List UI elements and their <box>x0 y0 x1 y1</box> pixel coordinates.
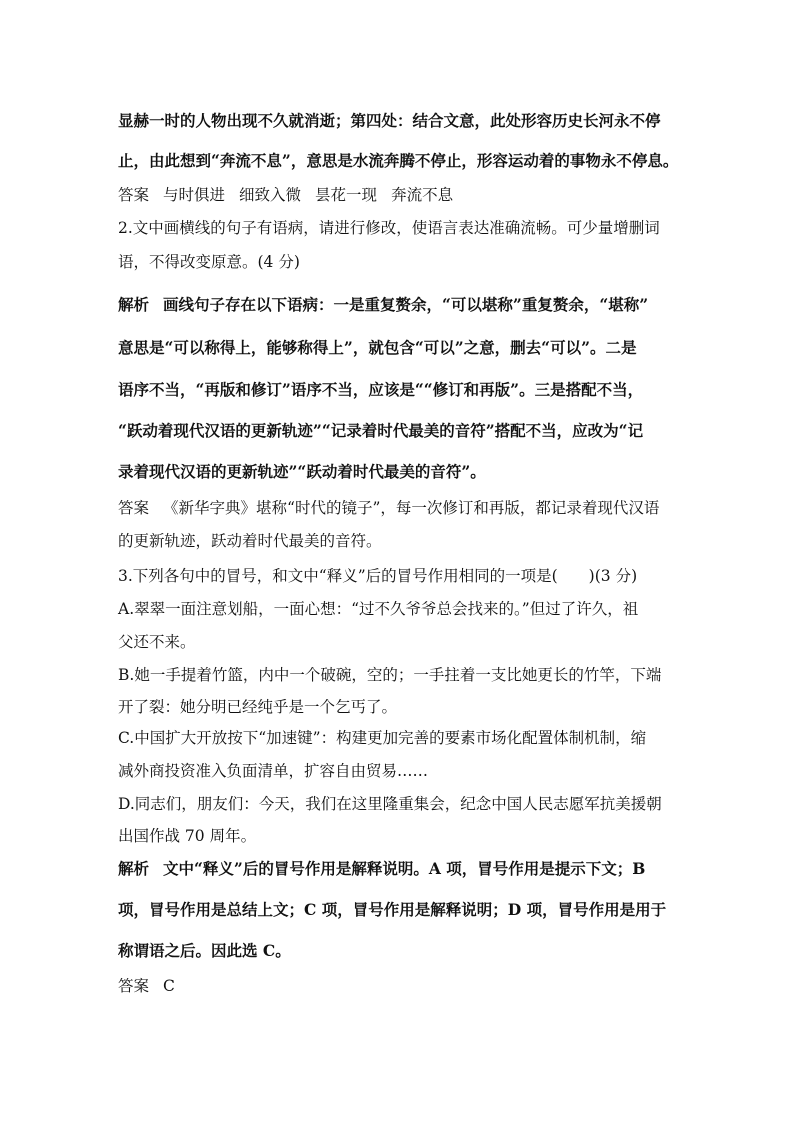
answer-3-text: C <box>163 977 175 995</box>
answer-2-line-1 <box>118 498 659 518</box>
answer-label: 答案 <box>118 499 150 517</box>
option-c-line-1: C.中国扩大开放按下“加速键”：构建更加完善的要素市场化配置体制机制，缩 <box>118 729 647 747</box>
question-3: 3.下列各句中的冒号，和文中“释义”后的冒号作用相同的一项是( )(3 分) <box>118 567 638 585</box>
option-c-line-2: 减外商投资准入负面清单，扩容自由贸易…… <box>118 762 429 780</box>
analysis-line-2: 止，由此想到“奔流不息”，意思是水流奔腾不停止，形容运动着的事物永不停息。 <box>118 151 679 170</box>
analysis-label: 解析 <box>118 859 150 878</box>
answer-item: 细致入微 <box>239 186 302 204</box>
question-2-line-2: 语，不得改变原意。(4 分) <box>118 253 300 271</box>
analysis-3-text: 文中“释义”后的冒号作用是解释说明。A 项，冒号作用是提示下文；B <box>163 859 646 878</box>
option-b-line-2: 开了裂：她分明已经纯乎是一个乞丐了。 <box>118 698 398 716</box>
answer-item: 昙花一现 <box>315 186 378 204</box>
analysis-3-line-2: 项，冒号作用是总结上文；C 项，冒号作用是解释说明；D 项，冒号作用是用于 <box>118 900 667 919</box>
option-b-line-1: B.她一手提着竹篮，内中一个破碗，空的；一手拄着一支比她更长的竹竿，下端 <box>118 666 662 684</box>
question-2-line-1: 2.文中画横线的句子有语病，请进行修改，使语言表达准确流畅。可少量增删词 <box>118 219 660 237</box>
analysis-line-1: 显赫一时的人物出现不久就消逝；第四处：结合文意，此处形容历史长河永不停 <box>118 111 661 130</box>
answer-3 <box>118 976 175 996</box>
answer-item: 与时俱进 <box>163 186 226 204</box>
answer-2-text: 《新华字典》堪称“时代的镜子”，每一次修订和再版，都记录着现代汉语 <box>163 499 660 517</box>
analysis-3-line-3: 称谓语之后。因此选 C。 <box>118 941 291 960</box>
analysis-2-text: 画线句子存在以下语病：一是重复赘余，“可以堪称”重复赘余，“堪称” <box>163 295 649 314</box>
analysis-2-line-1 <box>118 295 648 315</box>
analysis-2-line-3: 语序不当，“再版和修订”语序不当，应该是““修订和再版”。三是搭配不当， <box>118 380 644 399</box>
analysis-2-line-5: 录着现代汉语的更新轨迹”“跃动着时代最美的音符”。 <box>118 462 486 481</box>
option-a-line-1: A.翠翠一面注意划船，一面心想：“过不久爷爷总会找来的。”但过了许久，祖 <box>118 600 639 618</box>
option-d-line-1: D.同志们，朋友们：今天，我们在这里隆重集会，纪念中国人民志愿军抗美援朝 <box>118 795 662 813</box>
answer-item: 奔流不息 <box>391 186 454 204</box>
analysis-2-line-2: 意思是“可以称得上，能够称得上”，就包含“可以”之意，删去“可以”。二是 <box>118 338 637 357</box>
analysis-3-line-1 <box>118 859 645 879</box>
answer-2-line-2: 的更新轨迹，跃动着时代最美的音符。 <box>118 532 382 550</box>
answer-1 <box>118 185 467 205</box>
analysis-2-line-4: “跃动着现代汉语的更新轨迹”“记录着时代最美的音符”搭配不当，应改为“记 <box>118 421 644 440</box>
answer-label: 答案 <box>118 186 150 204</box>
option-a-line-2: 父还不来。 <box>118 633 196 651</box>
answer-label: 答案 <box>118 977 150 995</box>
analysis-label: 解析 <box>118 295 150 314</box>
option-d-line-2: 出国作战 70 周年。 <box>118 827 257 845</box>
